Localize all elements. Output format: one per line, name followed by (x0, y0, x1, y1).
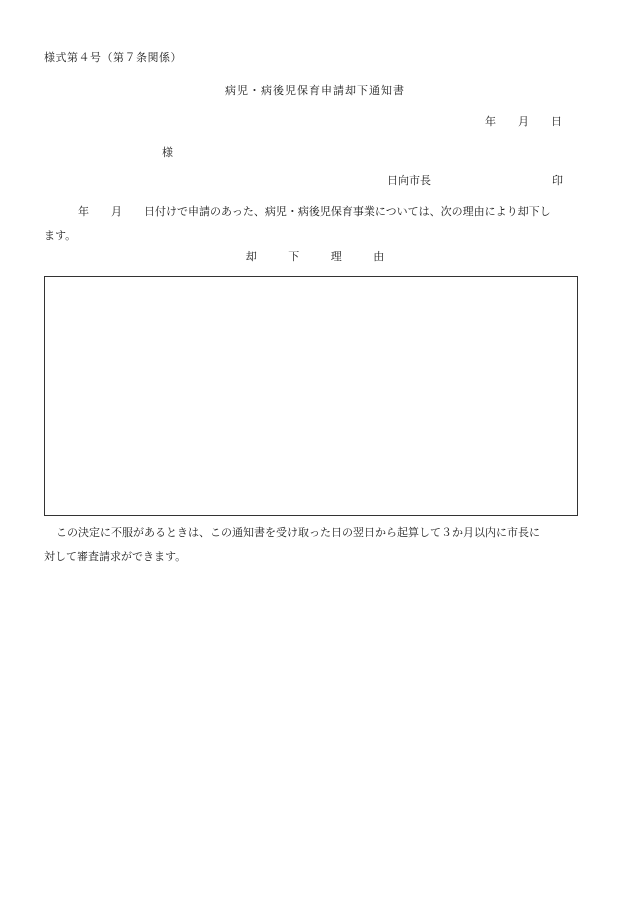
statement-line-1-text: 日付けで申請のあった、病児・病後児保育事業については、次の理由により却下し (144, 205, 551, 218)
date-month-label: 月 (518, 115, 529, 128)
reason-heading-char: 却 (245, 250, 257, 263)
appeal-notice-line-1-text: この決定に不服があるときは、この通知書を受け取った日の翌日から起算して３か月以内に市長に (56, 526, 540, 539)
document-title: 病児・病後児保育申請却下通知書 (225, 84, 405, 97)
reason-heading (0, 248, 630, 264)
appeal-notice (44, 521, 584, 569)
reason-heading-char: 下 (288, 250, 300, 263)
seal-mark: 印 (552, 174, 563, 187)
reason-box (44, 276, 578, 516)
issuer-name: 日向市長 (387, 174, 431, 187)
reason-heading-char: 理 (330, 250, 342, 263)
reason-heading-char: 由 (373, 250, 385, 263)
form-number: 様式第４号（第７条関係） (44, 51, 182, 64)
appeal-notice-line-2: 対して審査請求ができます。 (44, 550, 187, 563)
statement-line-2: ます。 (44, 229, 77, 242)
addressee-suffix: 様 (162, 146, 173, 159)
issuer-line (387, 172, 567, 188)
date-year-label: 年 (485, 115, 496, 128)
statement-line-1 (44, 200, 584, 224)
appeal-notice-line-1 (44, 521, 584, 545)
notice-date (485, 113, 562, 129)
statement-year-label: 年 (78, 205, 89, 218)
statement-month-label: 月 (111, 205, 122, 218)
date-day-label: 日 (551, 115, 562, 128)
rejection-statement (44, 200, 584, 248)
